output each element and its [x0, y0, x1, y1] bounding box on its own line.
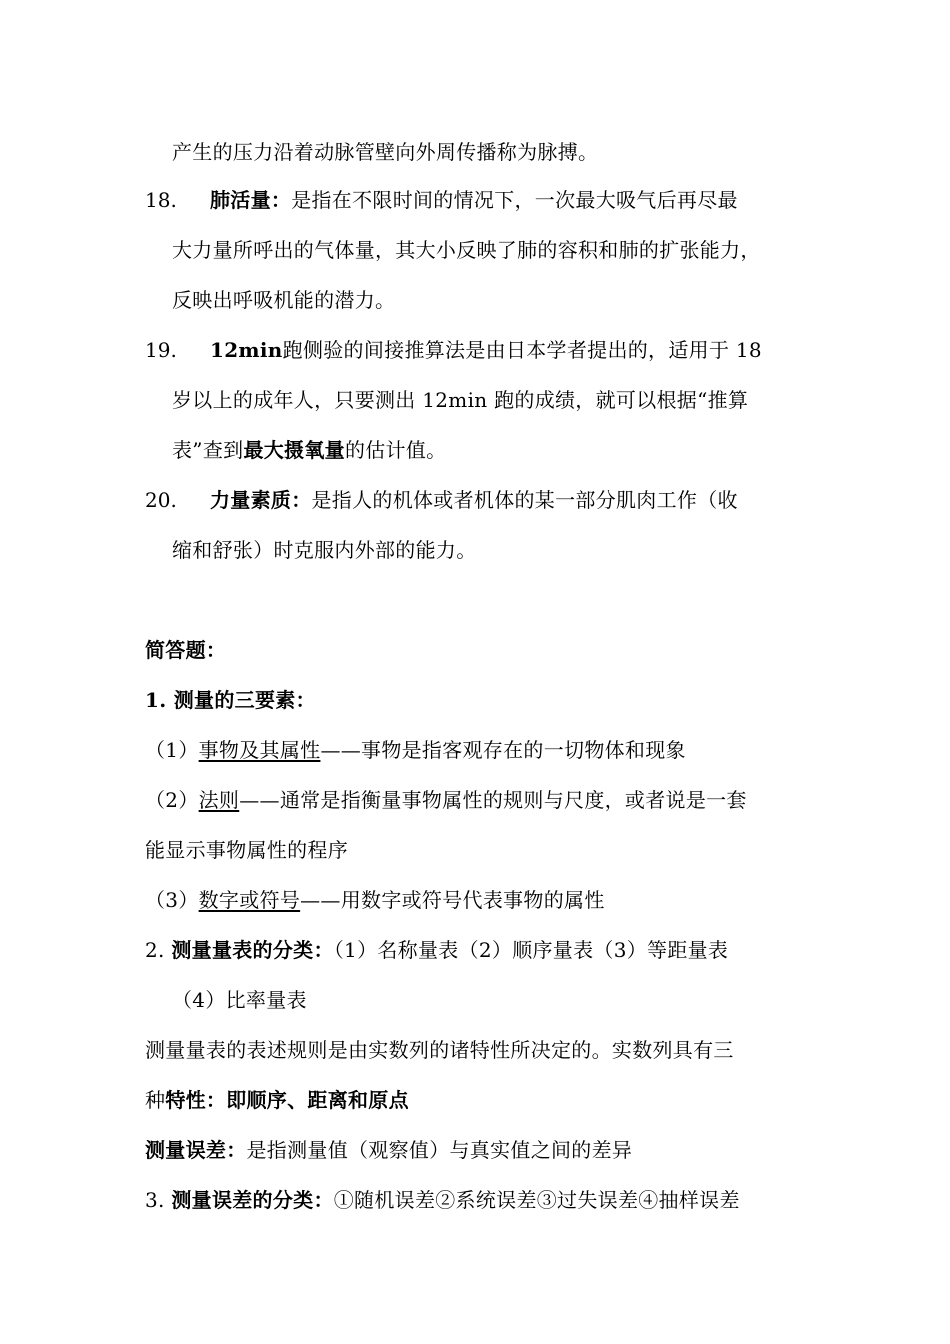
item-19-line-2: 岁以上的成年人，只要测出 12min 跑的成绩，就可以根据“推算 [172, 388, 749, 412]
item-20-number: 20. [145, 488, 177, 512]
q3-num: 3. [145, 1188, 172, 1212]
q1-p2-num: （2） [145, 788, 199, 812]
item-19-text: 跑侧验的间接推算法是由日本学者提出的，适用于 18 [282, 338, 762, 362]
q2-description-1: 测量量表的表述规则是由实数列的诸特性所决定的。实数列具有三 [145, 1038, 734, 1062]
q1-p2-text: ——通常是指衡量事物属性的规则与尺度，或者说是一套 [239, 788, 747, 812]
item-20-line-2: 缩和舒张）时克服内外部的能力。 [172, 538, 477, 562]
item-19-number: 19. [145, 338, 177, 362]
item-20-text: 是指人的机体或者机体的某一部分肌肉工作（收 [311, 488, 738, 512]
q2-types-continuation: （4）比率量表 [172, 988, 307, 1012]
item-19-line-3 [172, 436, 446, 464]
q1-p3-text: ——用数字或符号代表事物的属性 [300, 888, 605, 912]
term-strength: 力量素质： [210, 488, 312, 512]
q3-title [145, 1186, 740, 1214]
q2-desc2-text: 种 [145, 1088, 166, 1112]
section-heading-text: 简答题： [145, 638, 227, 662]
q1-p1-text: ——事物是指客观存在的一切物体和现象 [320, 738, 686, 762]
section-heading [145, 636, 226, 664]
item-19-text-c: 的估计值。 [344, 438, 447, 462]
q2-description-2 [145, 1086, 409, 1114]
term-max-oxygen-uptake: 最大摄氧量 [243, 438, 345, 462]
measurement-error-text: 是指测量值（观察值）与真实值之间的差异 [246, 1138, 633, 1162]
q1-point-2-continuation: 能显示事物属性的程序 [145, 838, 348, 862]
q3-title-text: 测量误差的分类： [171, 1188, 334, 1212]
item-19-text-a: 表”查到 [172, 438, 244, 462]
q1-title [145, 686, 316, 714]
item-18-number: 18. [145, 188, 177, 212]
q1-p1-num: （1） [145, 738, 199, 762]
measurement-error-term: 测量误差： [145, 1138, 247, 1162]
q1-p3-num: （3） [145, 888, 199, 912]
item-17-continuation: 产生的压力沿着动脉管壁向外周传播称为脉搏。 [172, 140, 599, 164]
term-12min: 12min [210, 338, 283, 362]
q1-point-2 [145, 786, 747, 814]
measurement-error-definition [145, 1136, 632, 1164]
q3-types: ①随机误差②系统误差③过失误差④抽样误差 [333, 1188, 740, 1212]
q1-title-text: 1. 测量的三要素： [145, 688, 316, 712]
q1-point-1 [145, 736, 686, 764]
item-18-line-3: 反映出呼吸机能的潜力。 [172, 288, 396, 312]
q1-p1-term: 事物及其属性 [198, 738, 321, 762]
term-vital-capacity: 肺活量： [210, 188, 292, 212]
q1-p3-term: 数字或符号 [198, 888, 301, 912]
q2-title-text: 测量量表的分类： [171, 938, 334, 962]
item-18-text: 是指在不限时间的情况下，一次最大吸气后再尽最 [291, 188, 738, 212]
item-20-line-1 [210, 486, 738, 514]
q2-num: 2. [145, 938, 172, 962]
item-18-line-2: 大力量所呼出的气体量，其大小反映了肺的容积和肺的扩张能力， [172, 238, 761, 262]
q1-point-3 [145, 886, 605, 914]
q1-p2-term: 法则 [198, 788, 240, 812]
item-19-line-1 [210, 336, 762, 364]
item-18-line-1 [210, 186, 738, 214]
q2-types: （1）名称量表（2）顺序量表（3）等距量表 [333, 938, 729, 962]
q2-title [145, 936, 728, 964]
q2-desc2-bold: 特性：即顺序、距离和原点 [165, 1088, 409, 1112]
